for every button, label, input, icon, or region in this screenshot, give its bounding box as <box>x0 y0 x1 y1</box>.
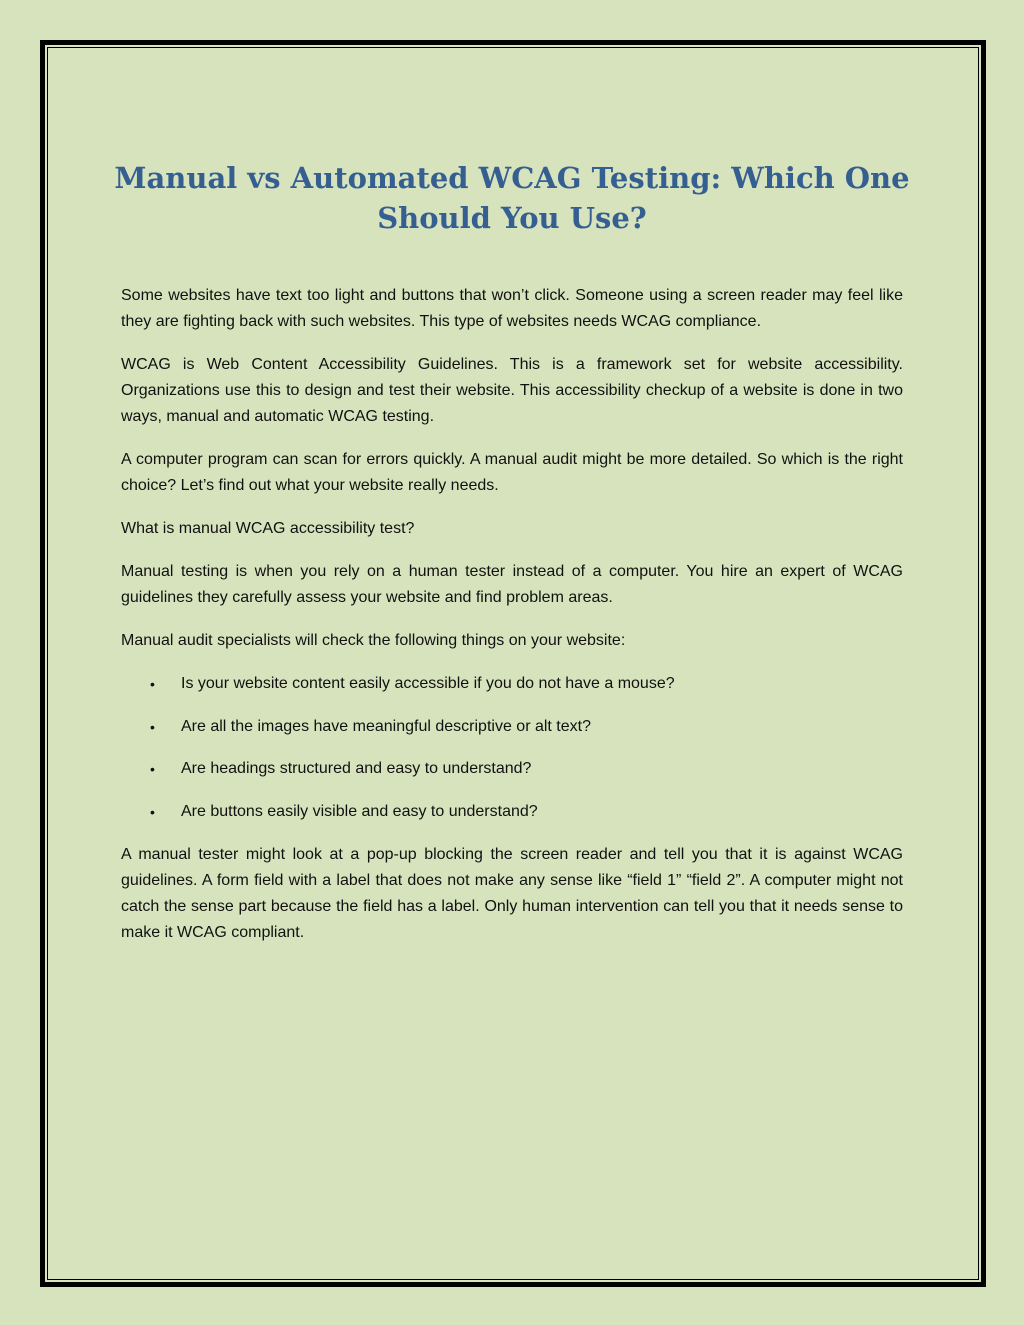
section-question: What is manual WCAG accessibility test? <box>121 520 415 537</box>
list-item <box>121 671 903 697</box>
bullet-icon: • <box>150 718 155 735</box>
list-item <box>121 714 903 740</box>
closing-paragraph: A manual tester might look at a pop-up blocking the screen reader and tell you that it is against WCAG guidelines. A form field with a label that does not make any sense like “field 1” “field 2”. A computer might not catch the sense part because the field has a label. Only human intervention can tell you that it needs sense to make it WCAG compliant. <box>121 845 903 941</box>
list-item-text: Are all the images have meaningful descriptive or alt text? <box>181 717 591 735</box>
list-item-text: Are buttons easily visible and easy to understand? <box>181 802 538 820</box>
list-item-text: Is your website content easily accessible if you do not have a mouse? <box>181 675 675 692</box>
document-title: Manual vs Automated WCAG Testing: Which One Should You Use? <box>114 161 910 235</box>
list-item-text: Are headings structured and easy to understand? <box>181 760 532 777</box>
list-item <box>121 756 903 782</box>
bullet-icon: • <box>150 761 155 777</box>
list-item <box>121 799 903 825</box>
checklist-intro: Manual audit specialists will check the following things on your website: <box>121 632 626 649</box>
intro-paragraph: Some websites have text too light and buttons that won’t click. Someone using a screen reader may feel like they are fighting back with such websites. This type of websites needs WCAG compliance. <box>121 287 903 330</box>
wcag-definition-paragraph: WCAG is Web Content Accessibility Guidelines. This is a framework set for website accessibility. Organizations use this to design and test their website. This accessibility checkup of a website is done in two ways, manual and automatic WCAG testing. <box>121 356 903 425</box>
choice-paragraph: A computer program can scan for errors quickly. A manual audit might be more detailed. So which is the right choice? Let’s find out what your website really needs. <box>121 451 903 494</box>
checklist <box>121 671 903 825</box>
document-body <box>121 283 903 963</box>
bullet-icon: • <box>150 803 155 820</box>
bullet-icon: • <box>150 676 155 692</box>
manual-testing-paragraph: Manual testing is when you rely on a human tester instead of a computer. You hire an expert of WCAG guidelines they carefully assess your website and find problem areas. <box>121 563 903 606</box>
